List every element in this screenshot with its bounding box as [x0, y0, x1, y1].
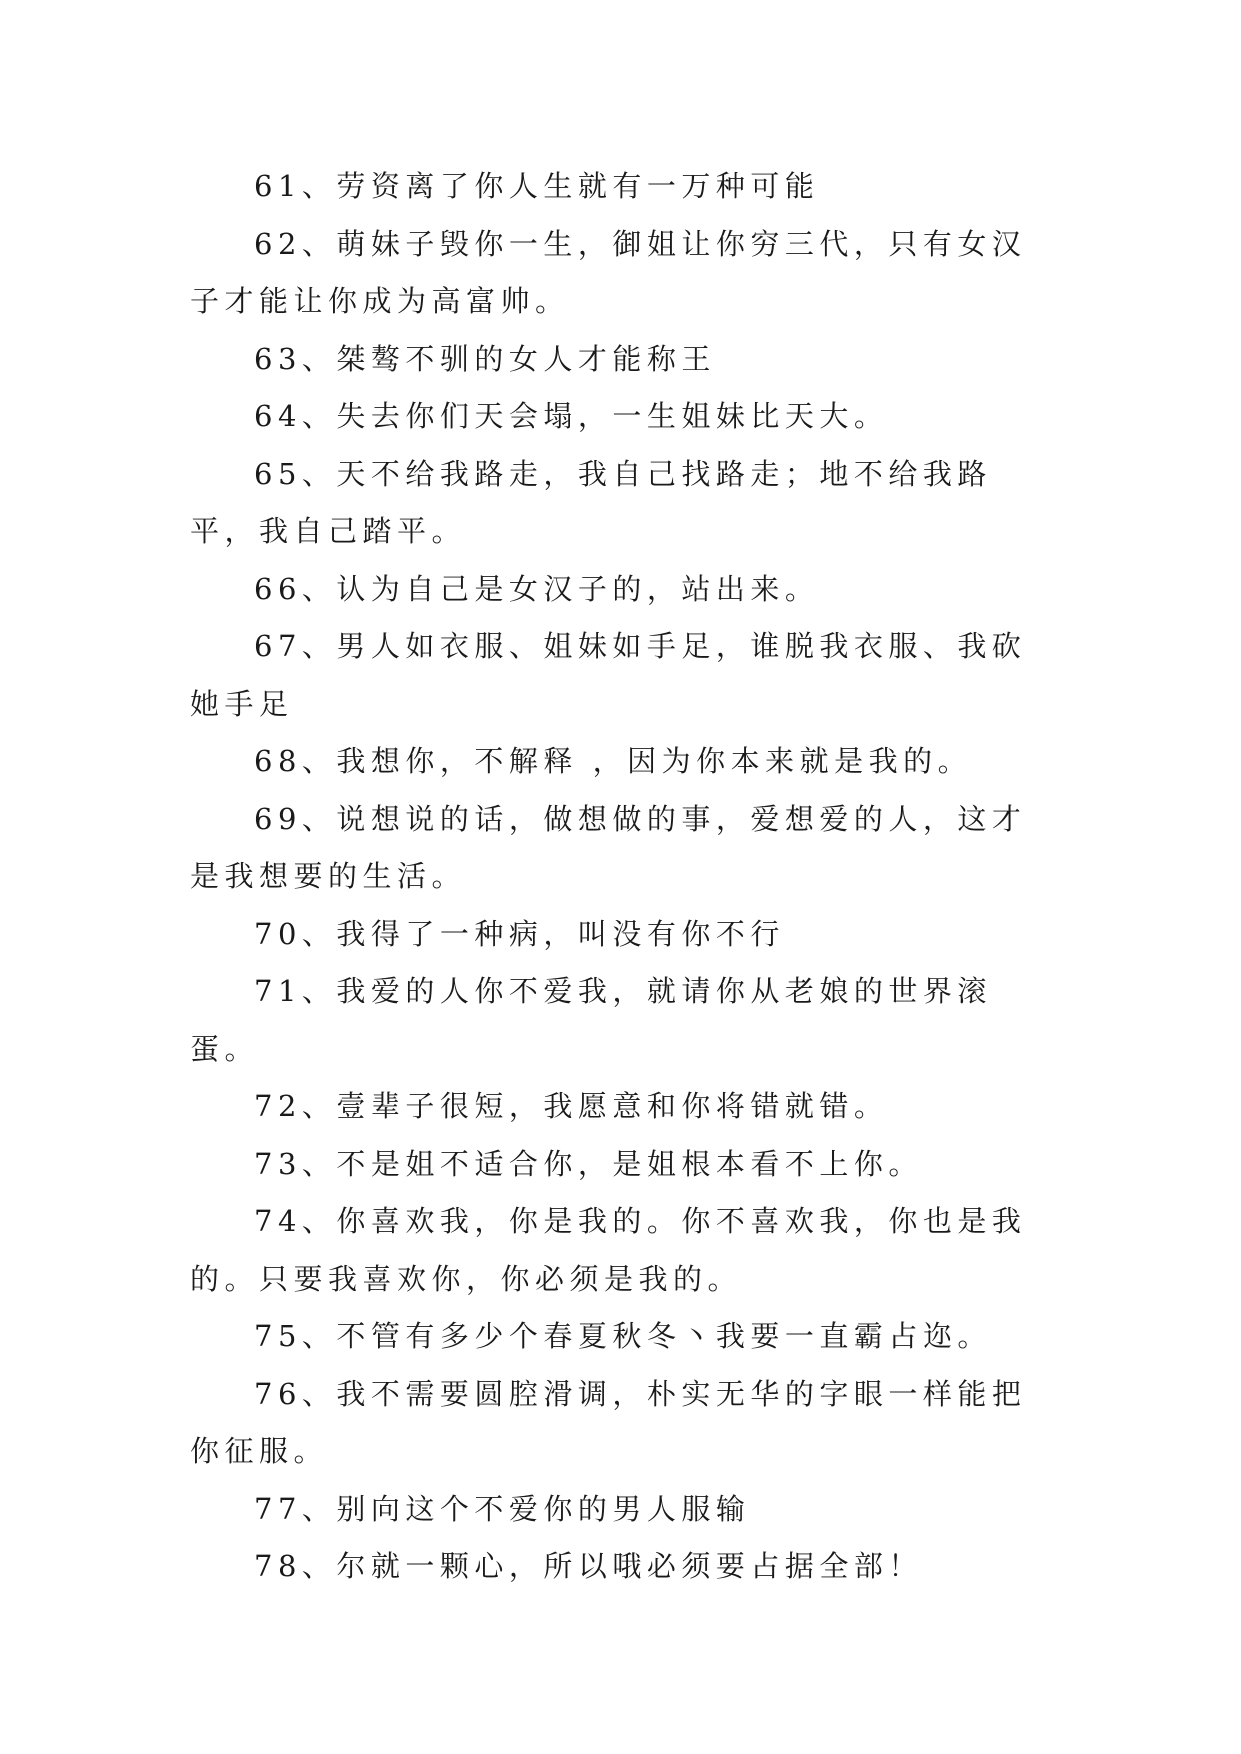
paragraph-72: 72、壹辈子很短，我愿意和你将错就错。	[254, 1089, 889, 1123]
paragraph-64: 64、失去你们天会塌，一生姐妹比天大。	[254, 399, 889, 433]
paragraph-73: 73、不是姐不适合你，是姐根本看不上你。	[254, 1146, 923, 1181]
paragraph-67: 67、男人如衣服、姐妹如手足，谁脱我衣服、我砍她手足	[190, 629, 1027, 721]
paragraph-78: 78、尔就一颗心，所以哦必须要占据全部！	[254, 1549, 923, 1583]
paragraph-70: 70、我得了一种病，叫没有你不行	[254, 916, 785, 951]
paragraph-76: 76、我不需要圆腔滑调，朴实无华的字眼一样能把你征服。	[190, 1376, 1027, 1468]
document-body	[190, 158, 1060, 1596]
paragraph-71: 71、我爱的人你不爱我，就请你从老娘的世界滚蛋。	[190, 974, 992, 1066]
paragraph-61: 61、劳资离了你人生就有一万种可能	[254, 169, 820, 203]
paragraph-75: 75、不管有多少个春夏秋冬丶我要一直霸占迩。	[254, 1319, 992, 1353]
paragraph-65: 65、天不给我路走，我自己找路走；地不给我路平，我自己踏平。	[190, 456, 992, 548]
paragraph-77: 77、别向这个不爱你的男人服输	[254, 1491, 751, 1526]
paragraph-69: 69、说想说的话，做想做的事，爱想爱的人，这才是我想要的生活。	[190, 801, 1027, 893]
paragraph-63: 63、桀骜不驯的女人才能称王	[254, 341, 716, 376]
paragraph-74: 74、你喜欢我，你是我的。你不喜欢我，你也是我的。只要我喜欢你，你必须是我的。	[190, 1204, 1027, 1296]
paragraph-68: 68、我想你，不解释 ，因为你本来就是我的。	[254, 744, 973, 778]
paragraph-62: 62、萌妹子毁你一生，御姐让你穷三代，只有女汉子才能让你成为高富帅。	[190, 226, 1027, 318]
paragraph-66: 66、认为自己是女汉子的，站出来。	[254, 571, 820, 606]
